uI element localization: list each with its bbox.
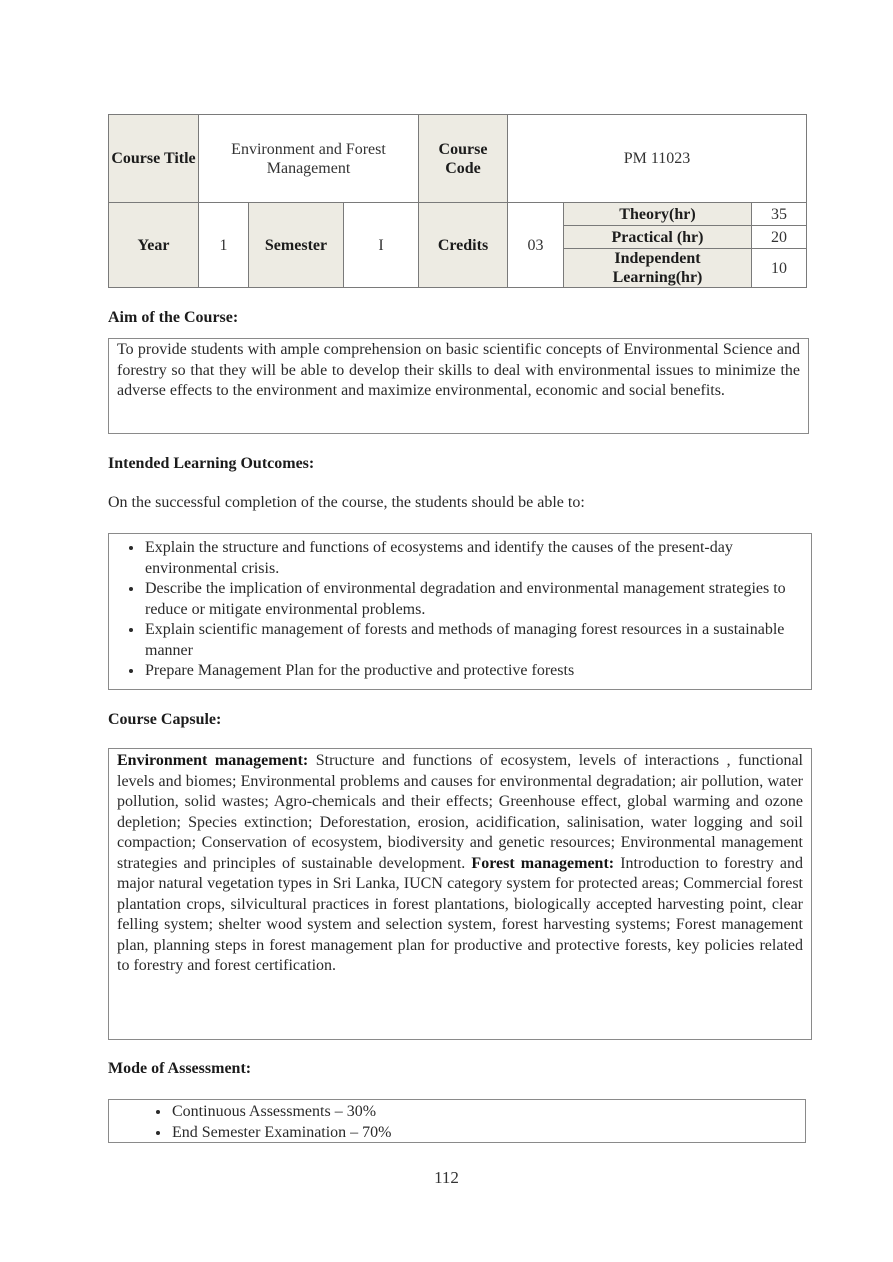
assessment-heading: Mode of Assessment: [108, 1060, 252, 1077]
outcomes-box [108, 533, 812, 690]
year-value: 1 [199, 203, 249, 288]
capsule-env-text: Structure and functions of ecosystem, levels of interactions , functional levels and biomes; Environmental problems and causes for environmental degradation; air pollution, water pollution, solid wastes; Agro-chemicals and their effects; Greenhouse effect, global warming and ozone depletion; Species extinction; Deforestation, erosion, acidification, salinisation, water logging and soil compaction; Conservation of ecosystem, biodiversity and genetic resources; Environmental management strategies and principles of sustainable development. [117, 752, 803, 872]
capsule-forest-text: Introduction to forestry and major natural vegetation types in Sri Lanka, IUCN category system for protected areas; Commercial forest plantation crops, silvicultural practices in forest plantations, biologically accepted harvesting point, clear felling system; shelter wood system and selection system, forest harvesting systems; Forest management plan, planning steps in forest management plan for productive and protective forests, key policies related to forestry and forest certification. [117, 854, 803, 974]
capsule-env-title: Environment management: [117, 752, 309, 769]
aim-text: To provide students with ample comprehension on basic scientific concepts of Environmental Science and forestry so that they will be able to develop their skills to deal with environmental issues to minimize the adverse effects to the environment and maximize environmental, economic and social benefits. [117, 341, 800, 399]
independent-learning-hours-label: Independent Learning(hr) [564, 249, 752, 288]
aim-box [108, 338, 809, 434]
theory-hours-label: Theory(hr) [564, 203, 752, 226]
assessment-item: • End Semester Examination – 70% [171, 1122, 805, 1143]
practical-hours-value: 20 [752, 226, 807, 249]
page-number: 112 [434, 1168, 459, 1187]
course-title-label: Course Title [109, 115, 199, 203]
credits-label: Credits [419, 203, 508, 288]
theory-hours-value: 35 [752, 203, 807, 226]
capsule-forest-title: Forest management: [471, 854, 615, 872]
assessment-item: • Continuous Assessments – 30% [171, 1101, 805, 1122]
independent-learning-hours-value: 10 [752, 249, 807, 288]
outcome-item: • Describe the implication of environmental degradation and environmental management strategies to reduce or mitigate environmental problems. [144, 579, 795, 620]
aim-heading: Aim of the Course: [108, 309, 239, 326]
practical-hours-label: Practical (hr) [564, 226, 752, 249]
capsule-box [108, 748, 812, 1040]
outcome-item: • Prepare Management Plan for the productive and protective forests [144, 661, 795, 682]
semester-label: Semester [249, 203, 344, 288]
course-code-value: PM 11023 [508, 115, 807, 203]
outcome-item: • Explain the structure and functions of ecosystems and identify the causes of the present-day environmental crisis. [144, 538, 795, 579]
outcomes-list [109, 538, 795, 682]
course-code-label: Course Code [419, 115, 508, 203]
course-info-table [108, 114, 807, 288]
outcome-item: • Explain scientific management of forests and methods of managing forest resources in a sustainable manner [144, 620, 795, 661]
semester-value: I [344, 203, 419, 288]
course-title-value: Environment and Forest Management [199, 115, 419, 203]
year-label: Year [109, 203, 199, 288]
outcomes-intro: On the successful completion of the course, the students should be able to: [108, 494, 585, 511]
outcomes-heading: Intended Learning Outcomes: [108, 455, 315, 472]
assessment-list [109, 1101, 805, 1143]
credits-value: 03 [508, 203, 564, 288]
assessment-box [108, 1099, 806, 1143]
capsule-heading: Course Capsule: [108, 711, 222, 728]
